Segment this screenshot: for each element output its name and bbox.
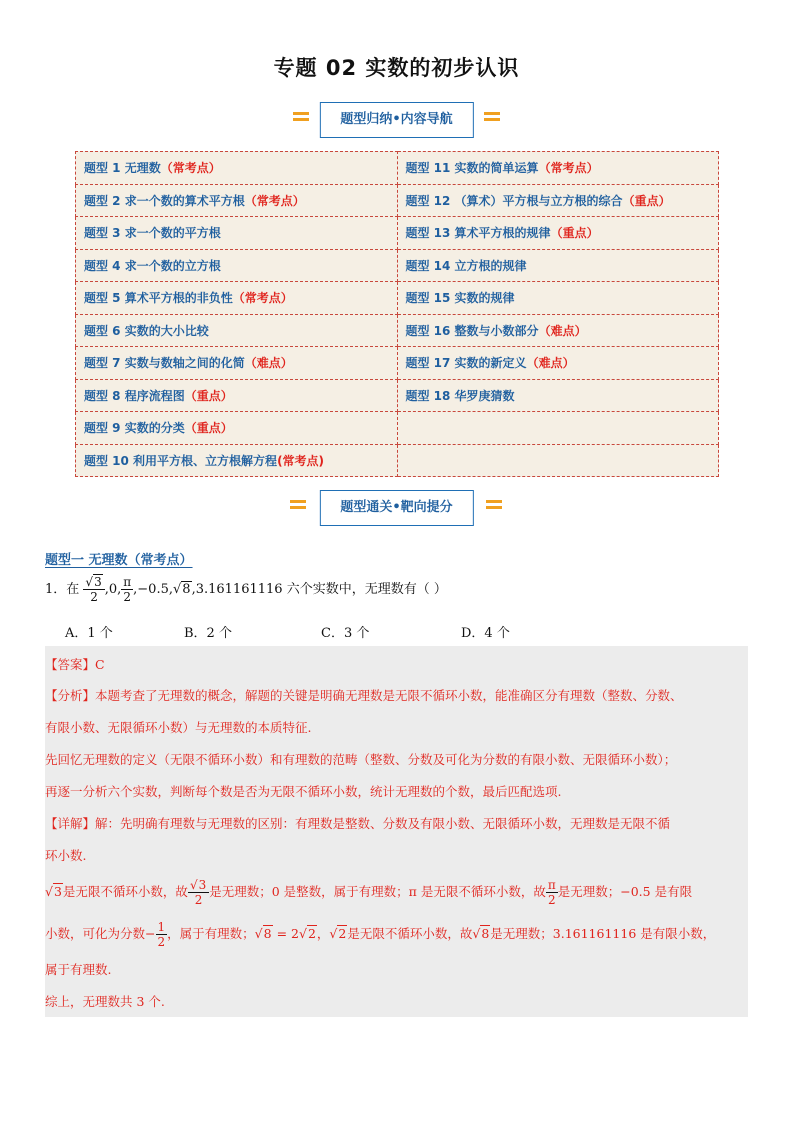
answer-value: C (95, 657, 105, 672)
answer-box (45, 646, 748, 1017)
toc-cell-right (397, 444, 719, 477)
toc-item-label: 题型 13 算术平方根的规律 (405, 226, 551, 241)
detail-label: 【详解】 (45, 816, 96, 831)
toc-item-label: 题型 16 整数与小数部分 (405, 323, 539, 338)
question-number: 1．在 (45, 582, 80, 597)
detail-line-1 (45, 814, 748, 832)
toc-row (76, 249, 719, 282)
toc-cell-left (76, 184, 398, 217)
q-sep: ,0, (104, 582, 122, 597)
toc-table (75, 151, 719, 477)
toc-cell-right (397, 184, 719, 217)
toc-row (76, 444, 719, 477)
q-rest: ,−0.5, (133, 582, 173, 597)
toc-cell-left (76, 347, 398, 380)
answer-line (45, 655, 748, 673)
toc-item-tag: （常考点） (538, 161, 599, 176)
toc-item-label: 题型 9 实数的分类 (84, 421, 185, 436)
page-title: 专题 02 实数的初步认识 (273, 56, 520, 80)
toc-item-tag: （重点） (184, 421, 233, 436)
detail-line-4: 小数，可化为分数− $\frac{1}{2}$ ，属于有理数；√8 = 2√2，√2是无限不循环小数，故√8是无理数；3.161161116 是有限小数， (45, 920, 716, 949)
toc-item-label: 题型 12 （算术）平方根与立方根的综合 (405, 193, 623, 208)
toc-item-tag: （常考点） (232, 291, 293, 306)
toc-item-label: 题型 6 实数的大小比较 (84, 323, 209, 338)
toc-cell-left (76, 444, 398, 477)
fraction-sqrt3-over-2: $\frac{√3}{2}$ (83, 575, 104, 604)
toc-item-tag: （重点） (550, 226, 599, 241)
toc-item-tag: （难点） (538, 323, 587, 338)
toc-cell-right (397, 314, 719, 347)
question-tail: 六个实数中，无理数有（ ） (286, 582, 447, 597)
toc-item-label: 题型 2 求一个数的算术平方根 (84, 193, 245, 208)
detail-line-2: 环小数. (45, 848, 87, 863)
toc-item-label: 题型 18 华罗庚猜数 (405, 388, 515, 403)
toc-item-label: 题型 5 算术平方根的非负性 (84, 291, 233, 306)
answer-label: 【答案】 (45, 657, 96, 672)
toc-cell-left (76, 314, 398, 347)
toc-cell-right (397, 282, 719, 315)
toc-row (76, 217, 719, 250)
sqrt-8: √8 (173, 582, 191, 597)
analysis-text-1: 本题考查了无理数的概念，解题的关键是明确无理数是无限不循环小数，能准确区分有理数（整数、分数、 (95, 688, 683, 703)
toc-item-label: 题型 7 实数与数轴之间的化简 (84, 356, 245, 371)
toc-item-label: 题型 14 立方根的规律 (405, 258, 527, 273)
toc-row (76, 282, 719, 315)
toc-cell-left (76, 217, 398, 250)
toc-row (76, 314, 719, 347)
choice-a: A．1 个 (65, 626, 113, 641)
practice-banner-label: 题型通关•靶向提分 (319, 490, 473, 526)
left-deco-icon (293, 112, 309, 126)
toc-item-label: 题型 15 实数的规律 (405, 291, 515, 306)
toc-item-label: 题型 10 利用平方根、立方根解方程 (84, 453, 278, 468)
analysis-line-3: 先回忆无理数的定义（无限不循环小数）和有理数的范畴（整数、分数及可化为分数的有限小数、无限循环小数）； (45, 752, 677, 767)
toc-item-label: 题型 4 求一个数的立方根 (84, 258, 221, 273)
choice-c: C．3 个 (321, 626, 370, 641)
toc-cell-left (76, 379, 398, 412)
fraction-pi-over-2: $\frac{\pi}{2}$ (123, 575, 132, 604)
analysis-label: 【分析】 (45, 688, 96, 703)
toc-item-label: 题型 17 实数的新定义 (405, 356, 527, 371)
choice-d: D．4 个 (461, 626, 510, 641)
question-1 (45, 575, 447, 604)
left-deco-icon (290, 500, 306, 514)
toc-item-label: 题型 11 实数的简单运算 (405, 161, 539, 176)
toc-cell-left (76, 249, 398, 282)
toc-cell-right (397, 379, 719, 412)
toc-item-tag: （重点） (184, 388, 233, 403)
toc-cell-right (397, 249, 719, 282)
analysis-line-4: 再逐一分析六个实数，判断每个数是否为无限不循环小数，统计无理数的个数，最后匹配选项. (45, 784, 562, 799)
detail-line-5: 属于有理数. (45, 962, 112, 977)
detail-text-1: 解：先明确有理数与无理数的区别：有理数是整数、分数及有限小数、无限循环小数，无理数是无限不循 (95, 816, 671, 831)
summary-line: 综上，无理数共 3 个. (45, 994, 165, 1009)
detail-line-3: √3是无限不循环小数，故 $\frac{√3}{2}$ 是无理数；0 是整数，属于有理数；π 是无限不循环小数，故 $\frac{\pi}{2}$ 是无理数；−0.5 是有限 (45, 878, 693, 907)
toc-item-label: 题型 8 程序流程图 (84, 388, 185, 403)
q-rest2: ,3.161161116 (191, 582, 283, 597)
toc-cell-left (76, 152, 398, 185)
toc-cell-left (76, 412, 398, 445)
practice-banner (0, 490, 793, 526)
content-nav-banner (0, 102, 793, 138)
toc-row (76, 412, 719, 445)
toc-row (76, 347, 719, 380)
toc-cell-right (397, 152, 719, 185)
section-heading: 题型一 无理数（常考点） (45, 553, 193, 568)
right-deco-icon (486, 500, 502, 514)
toc-item-tag: （常考点） (160, 161, 221, 176)
toc-row (76, 184, 719, 217)
content-nav-banner-label: 题型归纳•内容导航 (319, 102, 473, 138)
analysis-line-2: 有限小数、无限循环小数）与无理数的本质特征. (45, 720, 312, 735)
toc-item-tag: (常考点) (277, 453, 325, 468)
toc-item-label: 题型 3 求一个数的平方根 (84, 226, 221, 241)
toc-item-tag: （难点） (244, 356, 293, 371)
toc-item-label: 题型 1 无理数 (84, 161, 161, 176)
toc-cell-left (76, 282, 398, 315)
analysis-line-1 (45, 686, 748, 704)
right-deco-icon (484, 112, 500, 126)
toc-item-tag: （难点） (526, 356, 575, 371)
toc-row (76, 152, 719, 185)
choice-b: B．2 个 (184, 626, 232, 641)
toc-item-tag: （重点） (622, 193, 671, 208)
toc-cell-right (397, 412, 719, 445)
toc-cell-right (397, 217, 719, 250)
toc-item-tag: （常考点） (244, 193, 305, 208)
toc-row (76, 379, 719, 412)
toc-cell-right (397, 347, 719, 380)
